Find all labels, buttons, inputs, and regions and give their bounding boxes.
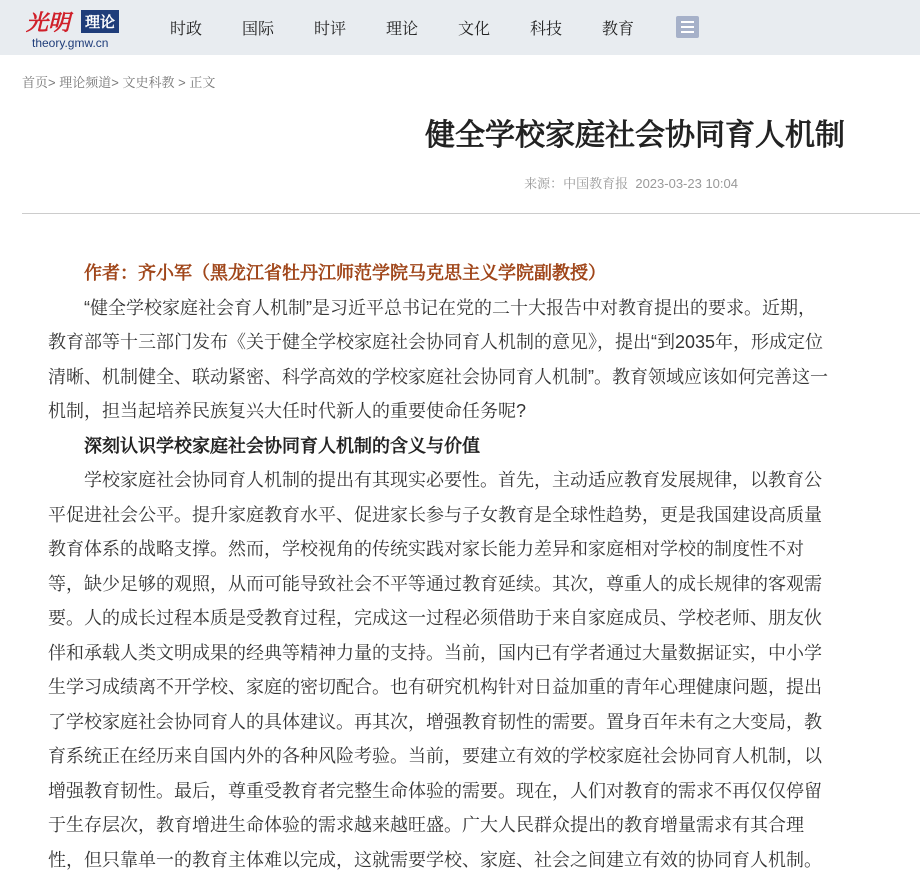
site-header	[0, 0, 920, 55]
divider	[22, 213, 920, 214]
article-author: 作者：齐小军（黑龙江省牡丹江师范学院马克思主义学院副教授）	[84, 263, 606, 283]
nav-theory[interactable]: 理论	[386, 21, 419, 38]
logo-badge: 理论	[81, 10, 119, 33]
logo-domain: theory.gmw.cn	[32, 36, 109, 50]
paragraph-intro: “健全学校家庭社会育人机制”是习近平总书记在党的二十大报告中对教育提出的要求。近期，教育部等十三部门发布《关于健全学校家庭社会协同育人机制的意见》，提出“到2035年，形成定位清晰、机制健全、联动紧密、科学高效的学校家庭社会协同育人机制”。教育领域应该如何完善这一机制，担当起培养民族复兴大任时代新人的重要使命任务呢?	[48, 297, 828, 421]
article-source: 来源：中国教育报	[524, 176, 629, 191]
list-icon[interactable]	[676, 16, 699, 38]
breadcrumb-current: 正文	[189, 75, 216, 90]
nav-education[interactable]: 教育	[602, 21, 635, 38]
breadcrumb-home[interactable]: 首页	[22, 75, 49, 90]
article-date: 2023-03-23 10:04	[635, 176, 738, 191]
breadcrumb: 首页> 理论频道> 文史科教 > 正文	[22, 75, 216, 90]
breadcrumb-theory[interactable]: 理论频道	[59, 75, 112, 90]
article-body	[48, 256, 832, 877]
nav-commentary[interactable]: 时评	[314, 21, 347, 38]
article-meta	[524, 173, 738, 192]
logo-mark: 光明	[26, 10, 71, 36]
paragraph-body: 学校家庭社会协同育人机制的提出有其现实必要性。首先，主动适应教育发展规律，以教育公平促进社会公平。提升家庭教育水平、促进家长参与子女教育是全球性趋势，更是我国建设高质量教育体系的战略支撑。然而，学校视角的传统实践对家长能力差异和家庭相对学校的制度性不对等，缺少足够的观照，从而可能导致社会不平等通过教育延续。其次，尊重人的成长规律的客观需要。人的成长过程本质是受教育过程，完成这一过程必须借助于来自家庭成员、学校老师、朋友伙伴和承载人类文明成果的经典等精神力量的支持。当前，国内已有学者通过大量数据证实，中小学生学习成绩离不开学校、家庭的密切配合。也有研究机构针对日益加重的青年心理健康问题，提出了学校家庭社会协同育人的具体建议。再其次，增强教育韧性的需要。置身百年未有之大变局，教育系统正在经历来自国内外的各种风险考验。当前，要建立有效的学校家庭社会协同育人机制，以增强教育韧性。最后，尊重受教育者完整生命体验的需要。现在，人们对教育的需求不再仅仅停留于生存层次，教育增进生命体验的需求越来越旺盛。广大人民群众提出的教育增量需求有其合理性，但只靠单一的教育主体难以完成，这就需要学校、家庭、社会之间建立有效的协同育人机制。	[48, 470, 822, 870]
nav-politics[interactable]: 时政	[170, 21, 203, 38]
nav-tech[interactable]: 科技	[530, 21, 563, 38]
page-title: 健全学校家庭社会协同育人机制	[425, 119, 845, 152]
nav-international[interactable]: 国际	[242, 21, 275, 38]
breadcrumb-section[interactable]: 文史科教	[122, 75, 175, 90]
site-logo[interactable]	[26, 6, 126, 50]
nav-culture[interactable]: 文化	[458, 21, 491, 38]
main-nav	[170, 16, 674, 39]
section-heading: 深刻认识学校家庭社会协同育人机制的含义与价值	[84, 435, 480, 456]
